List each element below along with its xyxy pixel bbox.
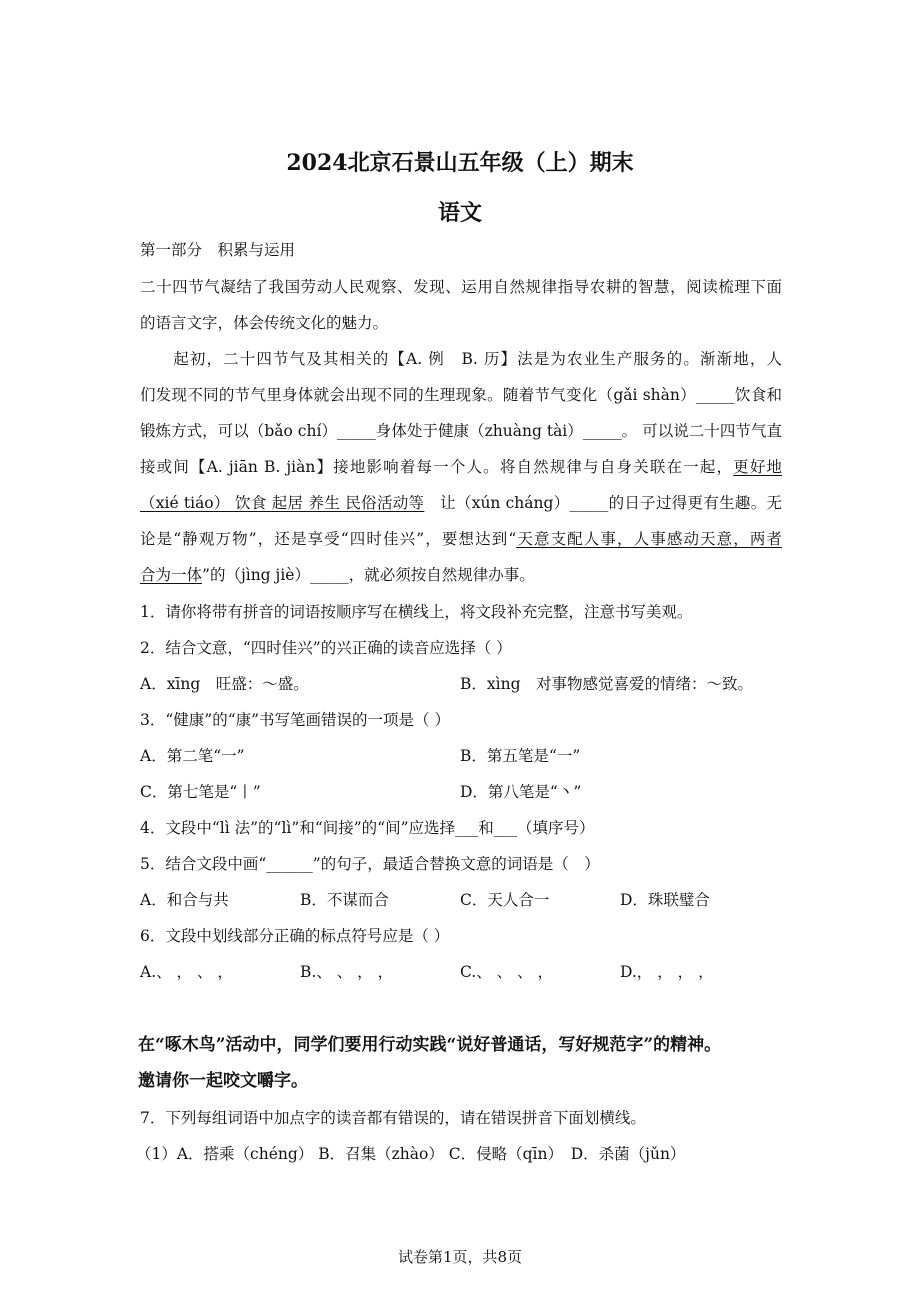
- passage-line: [140, 420, 782, 442]
- question-text: 3．“健康”的“康”书写笔画错误的一项是（ ）: [140, 711, 450, 729]
- passage-line: [140, 564, 782, 586]
- option-b: B．xìng 对事物感觉喜爱的情绪：～致。: [460, 675, 753, 693]
- question-text: 4．文段中“lì 法”的“lì”和“间接”的“间”应选择___和___（填序号）: [140, 819, 595, 837]
- option-d: D.， ， ， ，: [620, 963, 714, 981]
- passage-text: ”的（jìng jiè）_____，就必须按自然规律办事。: [202, 566, 535, 584]
- passage-line: [140, 384, 782, 406]
- option-a: C．第七笔是“丨”: [140, 783, 261, 801]
- intro-line: 的语言文字，体会传统文化的魅力。: [140, 314, 389, 332]
- document-title: 2024北京石景山五年级（上）期末: [286, 150, 634, 176]
- option-c: C．天人合一: [460, 891, 550, 909]
- passage-line: [140, 348, 782, 370]
- intro-line: 二十四节气凝结了我国劳动人民观察、发现、运用自然规律指导农耕的智慧，阅读梳理下面: [140, 278, 782, 296]
- passage-line: [140, 456, 782, 478]
- question-7-part-1: （1）A．搭乘（chéng） B．召集（zhào） C．侵略（qīn） D．杀菌（jǔn）: [136, 1145, 686, 1163]
- passage-text: 们发现不同的节气里身体就会出现不同的生理现象。随着节气变化（gǎi shàn）_____饮食和: [140, 386, 782, 404]
- question-text: 1．请你将带有拼音的词语按顺序写在横线上，将文段补充完整，注意书写美观。: [140, 603, 693, 621]
- activity-heading: 在“啄木鸟”活动中，同学们要用行动实践“说好普通话，写好规范字”的精神。: [138, 1035, 722, 1055]
- question-text: 2．结合文意，“四时佳兴”的兴正确的读音应选择（ ）: [140, 639, 512, 657]
- passage-line: [140, 528, 782, 550]
- option-b: B．第五笔是“一”: [460, 747, 581, 765]
- passage-text: 锻炼方式，可以（bǎo chí）_____身体处于健康（zhuàng tài）_____。 可以说二十四节气直: [140, 422, 782, 440]
- option-b: B．不谋而合: [300, 891, 389, 909]
- passage-text: 起初，二十四节气及其相关的【A. 例 B. 历】法是为农业生产服务的。渐渐地，人: [140, 350, 782, 368]
- question-text: 5．结合文段中画“______”的句子，最适合替换文意的词语是（ ）: [140, 855, 600, 873]
- question-text: 6．文段中划线部分正确的标点符号应是（ ）: [140, 927, 450, 945]
- section-heading: 第一部分 积累与运用: [140, 241, 296, 259]
- option-c: C.、 、 、 ，: [460, 963, 554, 981]
- passage-text: 让（xún cháng）_____的日子过得更有生趣。无: [424, 494, 782, 512]
- page-footer: 试卷第1页，共8页: [397, 1248, 523, 1266]
- option-a: A.、 ， 、 ，: [140, 963, 233, 981]
- passage-text: 论是“静观万物”，还是享受“四时佳兴”，要想达到“: [140, 530, 517, 548]
- document-subtitle: 语文: [437, 200, 482, 226]
- activity-heading: 邀请你一起咬文嚼字。: [138, 1071, 308, 1091]
- passage-text: 接或间【A. jiān B. jiàn】接地影响着每一个人。将自然规律与自身关联在一起，: [140, 458, 734, 476]
- underlined-text: 天意支配人事，人事感动天意，两者: [516, 530, 782, 548]
- option-a: A．和合与共: [140, 891, 229, 909]
- underlined-text: 合为一体: [140, 566, 203, 584]
- underlined-text: （xié tiáo） 饮食 起居 养生 民俗活动等: [140, 494, 425, 512]
- option-b: B.、 、 ， ，: [300, 963, 394, 981]
- option-a: A．第二笔“一”: [140, 747, 245, 765]
- option-d: D．珠联璧合: [620, 891, 710, 909]
- question-7: 7．下列每组词语中加点字的读音都有错误的，请在错误拼音下面划横线。: [140, 1109, 646, 1127]
- option-b: D．第八笔是“丶”: [460, 783, 582, 801]
- underlined-text: 更好地: [733, 458, 782, 476]
- passage-line: [140, 492, 782, 514]
- option-a: A．xīng 旺盛：～盛。: [140, 675, 309, 693]
